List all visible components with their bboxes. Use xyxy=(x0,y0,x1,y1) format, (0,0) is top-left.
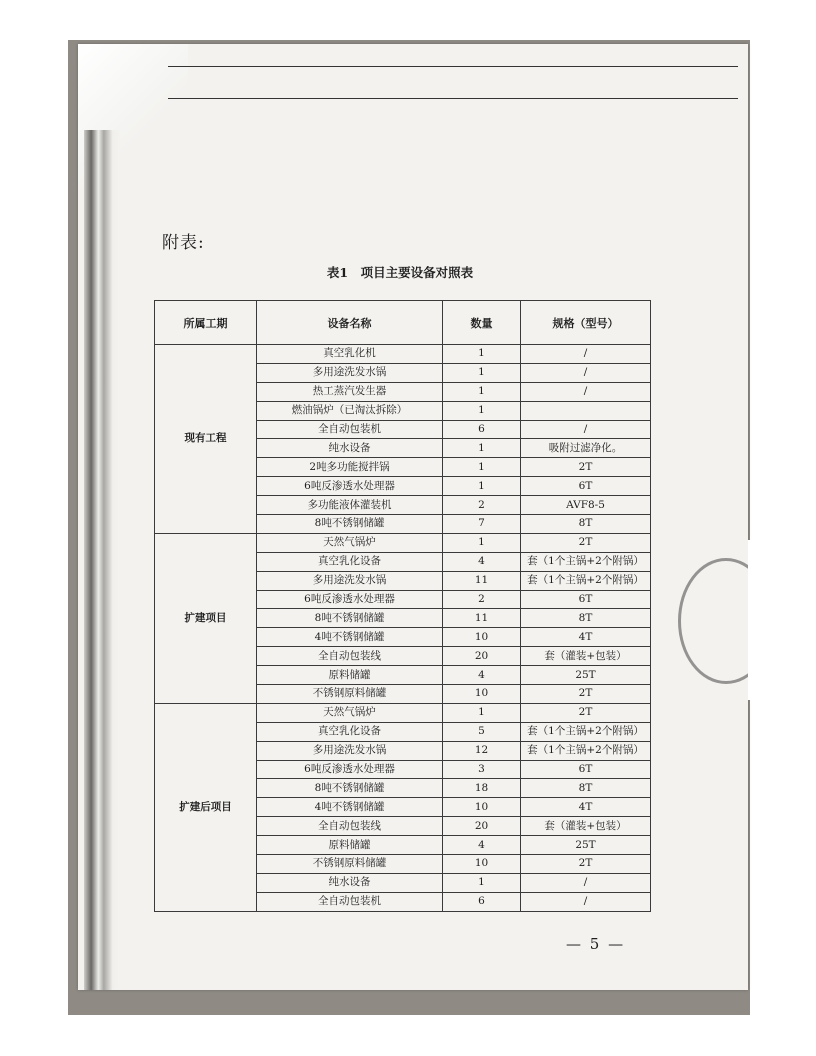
equipment-name-cell: 天然气锅炉 xyxy=(257,533,443,552)
equipment-name-cell: 4吨不锈钢储罐 xyxy=(257,628,443,647)
equipment-name-cell: 原料储罐 xyxy=(257,666,443,685)
specification-cell: / xyxy=(521,420,651,439)
quantity-cell: 6 xyxy=(443,892,521,911)
equipment-name-cell: 6吨反渗透水处理器 xyxy=(257,590,443,609)
quantity-cell: 6 xyxy=(443,420,521,439)
specification-cell: 套（灌装+包装） xyxy=(521,817,651,836)
equipment-name-cell: 不锈钢原料储罐 xyxy=(257,855,443,874)
quantity-cell: 3 xyxy=(443,760,521,779)
equipment-name-cell: 纯水设备 xyxy=(257,439,443,458)
specification-cell: 套（1个主锅+2个附锅） xyxy=(521,741,651,760)
specification-cell: 25T xyxy=(521,836,651,855)
quantity-cell: 5 xyxy=(443,722,521,741)
equipment-name-cell: 多用途洗发水锅 xyxy=(257,571,443,590)
specification-cell xyxy=(521,401,651,420)
equipment-name-cell: 原料储罐 xyxy=(257,836,443,855)
equipment-name-cell: 多功能液体灌装机 xyxy=(257,496,443,515)
specification-cell: 25T xyxy=(521,666,651,685)
quantity-cell: 2 xyxy=(443,496,521,515)
equipment-name-cell: 6吨反渗透水处理器 xyxy=(257,477,443,496)
equipment-name-cell: 真空乳化设备 xyxy=(257,552,443,571)
table-row xyxy=(155,533,651,552)
specification-cell: 8T xyxy=(521,779,651,798)
quantity-cell: 10 xyxy=(443,798,521,817)
specification-cell: 2T xyxy=(521,685,651,704)
specification-cell: 套（1个主锅+2个附锅） xyxy=(521,571,651,590)
equipment-name-cell: 全自动包装线 xyxy=(257,817,443,836)
specification-cell: 4T xyxy=(521,798,651,817)
specification-cell: / xyxy=(521,345,651,364)
binding-edge xyxy=(84,130,120,990)
specification-cell: / xyxy=(521,873,651,892)
equipment-name-cell: 6吨反渗透水处理器 xyxy=(257,760,443,779)
equipment-name-cell: 8吨不锈钢储罐 xyxy=(257,779,443,798)
equipment-name-cell: 全自动包装线 xyxy=(257,647,443,666)
quantity-cell: 4 xyxy=(443,552,521,571)
phase-cell: 扩建项目 xyxy=(155,533,257,703)
specification-cell: / xyxy=(521,892,651,911)
equipment-name-cell: 多用途洗发水锅 xyxy=(257,363,443,382)
specification-cell: 6T xyxy=(521,760,651,779)
specification-cell: / xyxy=(521,363,651,382)
quantity-cell: 1 xyxy=(443,533,521,552)
specification-cell: 套（1个主锅+2个附锅） xyxy=(521,722,651,741)
appendix-heading: 附表: xyxy=(162,233,205,253)
quantity-cell: 2 xyxy=(443,590,521,609)
phase-cell: 现有工程 xyxy=(155,345,257,534)
specification-cell: 2T xyxy=(521,703,651,722)
table-row xyxy=(155,345,651,364)
equipment-name-cell: 天然气锅炉 xyxy=(257,703,443,722)
quantity-cell: 1 xyxy=(443,873,521,892)
quantity-cell: 1 xyxy=(443,439,521,458)
equipment-table xyxy=(154,300,651,912)
quantity-cell: 10 xyxy=(443,685,521,704)
equipment-name-cell: 4吨不锈钢储罐 xyxy=(257,798,443,817)
equipment-name-cell: 真空乳化设备 xyxy=(257,722,443,741)
quantity-cell: 1 xyxy=(443,477,521,496)
quantity-cell: 11 xyxy=(443,609,521,628)
header-specification: 规格（型号） xyxy=(521,301,651,345)
specification-cell: 吸附过滤净化。 xyxy=(521,439,651,458)
quantity-cell: 1 xyxy=(443,703,521,722)
header-equipment-name: 设备名称 xyxy=(257,301,443,345)
quantity-cell: 1 xyxy=(443,401,521,420)
quantity-cell: 1 xyxy=(443,458,521,477)
equipment-name-cell: 8吨不锈钢储罐 xyxy=(257,609,443,628)
equipment-name-cell: 全自动包装机 xyxy=(257,892,443,911)
specification-cell: 8T xyxy=(521,515,651,534)
quantity-cell: 12 xyxy=(443,741,521,760)
specification-cell: 套（1个主锅+2个附锅） xyxy=(521,552,651,571)
quantity-cell: 1 xyxy=(443,345,521,364)
quantity-cell: 7 xyxy=(443,515,521,534)
header-rule-secondary xyxy=(168,98,738,99)
specification-cell: 2T xyxy=(521,458,651,477)
quantity-cell: 4 xyxy=(443,836,521,855)
equipment-name-cell: 燃油锅炉（已淘汰拆除） xyxy=(257,401,443,420)
quantity-cell: 11 xyxy=(443,571,521,590)
equipment-name-cell: 多用途洗发水锅 xyxy=(257,741,443,760)
table-title: 表1 项目主要设备对照表 xyxy=(326,265,474,280)
equipment-name-cell: 2吨多功能搅拌锅 xyxy=(257,458,443,477)
specification-cell: 6T xyxy=(521,590,651,609)
header-phase: 所属工期 xyxy=(155,301,257,345)
specification-cell: 8T xyxy=(521,609,651,628)
specification-cell: 4T xyxy=(521,628,651,647)
quantity-cell: 18 xyxy=(443,779,521,798)
quantity-cell: 10 xyxy=(443,855,521,874)
quantity-cell: 4 xyxy=(443,666,521,685)
specification-cell: / xyxy=(521,382,651,401)
specification-cell: 2T xyxy=(521,533,651,552)
specification-cell: 2T xyxy=(521,855,651,874)
equipment-name-cell: 不锈钢原料储罐 xyxy=(257,685,443,704)
table-row xyxy=(155,703,651,722)
equipment-name-cell: 真空乳化机 xyxy=(257,345,443,364)
quantity-cell: 1 xyxy=(443,363,521,382)
quantity-cell: 20 xyxy=(443,817,521,836)
specification-cell: 套（灌装+包装） xyxy=(521,647,651,666)
quantity-cell: 20 xyxy=(443,647,521,666)
equipment-name-cell: 全自动包装机 xyxy=(257,420,443,439)
specification-cell: AVF8-5 xyxy=(521,496,651,515)
quantity-cell: 10 xyxy=(443,628,521,647)
equipment-name-cell: 热工蒸汽发生器 xyxy=(257,382,443,401)
equipment-name-cell: 8吨不锈钢储罐 xyxy=(257,515,443,534)
phase-cell: 扩建后项目 xyxy=(155,703,257,911)
table-header-row xyxy=(155,301,651,345)
quantity-cell: 1 xyxy=(443,382,521,401)
page-margin xyxy=(748,540,816,700)
specification-cell: 6T xyxy=(521,477,651,496)
page-number: — 5 — xyxy=(566,935,626,953)
equipment-name-cell: 纯水设备 xyxy=(257,873,443,892)
header-rule xyxy=(168,66,738,67)
header-quantity: 数量 xyxy=(443,301,521,345)
